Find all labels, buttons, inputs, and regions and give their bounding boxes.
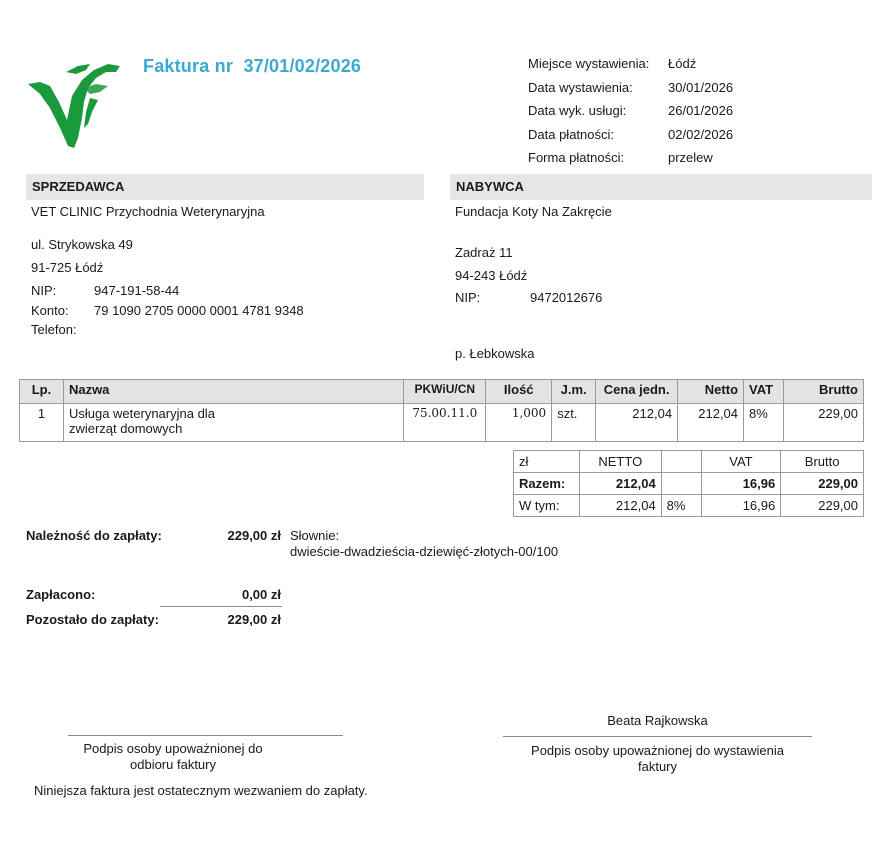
items-header-row — [20, 380, 864, 404]
summary-total-vat: 16,96 — [701, 473, 781, 495]
summary-breakdown-row — [514, 495, 864, 517]
cell-vat: 8% — [744, 404, 784, 442]
issuer-name: Beata Rajkowska — [607, 713, 708, 728]
buyer-name: Fundacja Koty Na Zakręcie — [455, 204, 612, 219]
cell-name-line1: Usługa weterynaryjna dla — [68, 406, 215, 421]
col-header-pkwiu: PKWiU/CN — [404, 380, 486, 404]
cell-pkwiu: 75.00.11.0 — [404, 404, 486, 442]
issuer-signature-caption: Podpis osoby upoważnionej do wystawienia faktury — [531, 743, 784, 774]
cell-unit: szt. — [552, 404, 596, 442]
buyer-heading: NABYWCA — [450, 174, 872, 200]
invoice-meta — [528, 54, 733, 172]
footer-note: Niniejsza faktura jest ostatecznym wezwaniem do zapłaty. — [34, 783, 368, 798]
meta-payment-date: Data płatności: 02/02/2026 — [528, 126, 734, 142]
summary-col-net: NETTO — [579, 451, 661, 473]
cell-net: 212,04 — [678, 404, 744, 442]
col-header-vat: VAT — [744, 380, 784, 404]
summary-breakdown-label: W tym: — [514, 495, 580, 517]
words-label: Słownie: — [290, 528, 340, 543]
summary-total-gross: 229,00 — [781, 473, 864, 495]
summary-breakdown-rate: 8% — [661, 495, 701, 517]
paid-divider — [160, 606, 282, 607]
buyer-street: Zadraż 11 — [455, 245, 513, 260]
summary-col-gross: Brutto — [781, 451, 864, 473]
summary-col-vat: VAT — [701, 451, 781, 473]
col-header-lp: Lp. — [20, 380, 64, 404]
paid-label: Zapłacono: — [26, 587, 96, 602]
summary-header-row — [514, 451, 864, 473]
summary-total-label: Razem: — [514, 473, 580, 495]
seller-nip-label: NIP: — [31, 283, 57, 298]
clinic-logo — [26, 58, 126, 150]
buyer-nip-label: NIP: — [455, 290, 481, 305]
paid-amount: 0,00 zł — [241, 587, 281, 602]
receiver-signature-caption: Podpis osoby upoważnionej do odbioru faktury — [83, 741, 263, 772]
invoice-title: Faktura nr 37/01/02/2026 — [143, 56, 362, 76]
seller-phone-label: Telefon: — [31, 322, 77, 337]
cell-unit-price: 212,04 — [596, 404, 678, 442]
seller-city: 91-725 Łódź — [31, 260, 104, 275]
buyer-nip: 9472012676 — [530, 290, 603, 305]
col-header-unit: J.m. — [552, 380, 596, 404]
meta-place: Miejsce wystawienia: Łódź — [528, 56, 697, 71]
buyer-city: 94-243 Łódź — [455, 268, 528, 283]
col-header-unit-price: Cena jedn. — [596, 380, 678, 404]
cell-qty: 1,000 — [486, 404, 552, 442]
col-header-gross: Brutto — [784, 380, 864, 404]
receiver-signature-line — [68, 735, 343, 736]
meta-issue-date: Data wystawienia: 30/01/2026 — [528, 79, 734, 95]
summary-breakdown-vat: 16,96 — [701, 495, 781, 517]
seller-name: VET CLINIC Przychodnia Weterynaryjna — [31, 204, 265, 219]
seller-street: ul. Strykowska 49 — [31, 237, 133, 252]
col-header-name: Nazwa — [63, 380, 403, 404]
summary-currency: zł — [514, 451, 580, 473]
summary-breakdown-net: 212,04 — [579, 495, 661, 517]
amount-in-words: dwieście-dwadzieścia-dziewięć-złotych-00/100 — [290, 544, 559, 559]
due-label: Należność do zapłaty: — [26, 528, 162, 543]
summary-table — [513, 450, 864, 517]
issuer-signature-line — [503, 736, 812, 737]
meta-payment-method: Forma płatności: przelew — [528, 150, 713, 165]
summary-total-rate — [661, 473, 701, 495]
seller-nip: 947-191-58-44 — [94, 283, 180, 298]
cell-name — [63, 404, 403, 442]
meta-service-date: Data wyk. usługi: 26/01/2026 — [528, 103, 734, 118]
items-table — [19, 379, 864, 442]
due-amount: 229,00 zł — [227, 528, 281, 543]
seller-heading: SPRZEDAWCA — [26, 174, 424, 200]
remaining-amount: 229,00 zł — [227, 612, 281, 627]
seller-account-label: Konto: — [31, 303, 69, 318]
col-header-net: Netto — [678, 380, 744, 404]
summary-breakdown-gross: 229,00 — [781, 495, 864, 517]
cell-gross: 229,00 — [784, 404, 864, 442]
buyer-contact: p. Łebkowska — [455, 346, 535, 361]
remaining-label: Pozostało do zapłaty: — [26, 612, 159, 627]
seller-account: 79 1090 2705 0000 0001 4781 9348 — [94, 303, 304, 318]
summary-col-rate — [661, 451, 701, 473]
summary-total-row — [514, 473, 864, 495]
cell-lp: 1 — [20, 404, 64, 442]
summary-total-net: 212,04 — [579, 473, 661, 495]
col-header-qty: Ilość — [486, 380, 552, 404]
table-row — [20, 404, 864, 442]
cell-name-line2: zwierząt domowych — [68, 421, 183, 436]
